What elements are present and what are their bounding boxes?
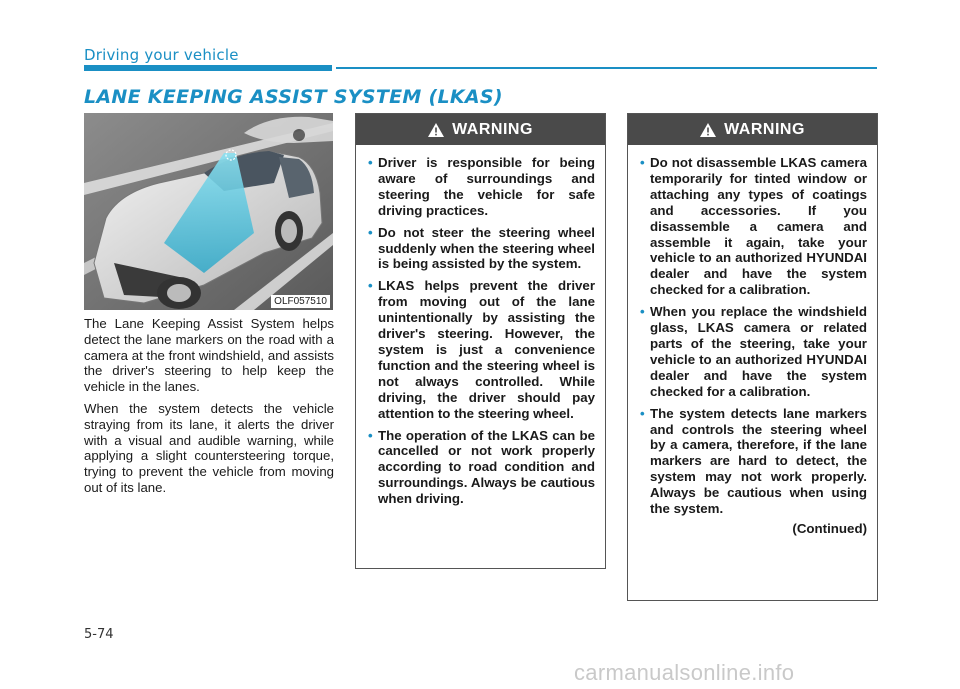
list-item: • The operation of the LKAS can be cancelled or not work properly according to road condition and surroundings. Always be cautious when driving. (368, 427, 595, 507)
page-number: 5-74 (84, 627, 114, 642)
warning-header-1 (356, 114, 605, 145)
warning-triangle-icon (428, 123, 444, 137)
header-rule-thin (336, 67, 877, 69)
car-camera-drawing (84, 113, 333, 310)
list-item: • The system detects lane markers and controls the steering wheel by a camera, therefore, if the lane markers are hard to detect, the system may not work properly. Always be cautious when using the system. (640, 405, 867, 517)
car-illustration (84, 113, 333, 310)
section-label: Driving your vehicle (84, 46, 239, 64)
list-item: • When you replace the windshield glass, LKAS camera or related parts of the steering, take your vehicle to an authorized HYUNDAI dealer and have the system checked for a calibration. (640, 304, 867, 399)
watermark-text: carmanualsonline.info (574, 660, 795, 685)
warning-heading-2: WARNING (724, 120, 805, 138)
list-item: • Driver is responsible for being aware of surroundings and steering the vehicle for safe driving practices. (368, 155, 595, 218)
body-text (84, 316, 334, 502)
warning-header-2 (628, 114, 877, 145)
warning-list-2 (628, 145, 877, 517)
header-rule-thick (84, 65, 332, 71)
list-item: • Do not disassemble LKAS camera temporarily for tinted window or attaching any types of coatings and accessories. If you disassemble a camera and assemble it again, take your vehicle to an authorized HYUNDAI dealer and have the system checked for a calibration. (640, 155, 867, 298)
list-item: • LKAS helps prevent the driver from moving out of the lane unintentionally by assisting the driver's steering. However, the system is just a convenience function and the steering wheel is not always controlled. While driving, the driver should pay attention to the steering wheel. (368, 278, 595, 421)
warning-box-2 (627, 113, 878, 601)
warning-list-1 (356, 145, 605, 507)
warning-triangle-icon (700, 123, 716, 137)
body-paragraph-2: When the system detects the vehicle straying from its lane, it alerts the driver with a visual and audible warning, while applying a slight countersteering torque, trying to prevent the vehicle from moving out of its lane. (84, 400, 334, 495)
continued-label: (Continued) (792, 520, 867, 536)
warning-box-1 (355, 113, 606, 569)
warning-heading-1: WARNING (452, 120, 533, 138)
body-paragraph-1: The Lane Keeping Assist System helps detect the lane markers on the road with a camera at the front windshield, and assists the driver's steering to help keep the vehicle in the lanes. (84, 316, 334, 395)
page-title: LANE KEEPING ASSIST SYSTEM (LKAS) (84, 86, 503, 108)
illustration-code: OLF057510 (271, 295, 330, 308)
list-item: • Do not steer the steering wheel suddenly when the steering wheel is being assisted by the system. (368, 224, 595, 272)
